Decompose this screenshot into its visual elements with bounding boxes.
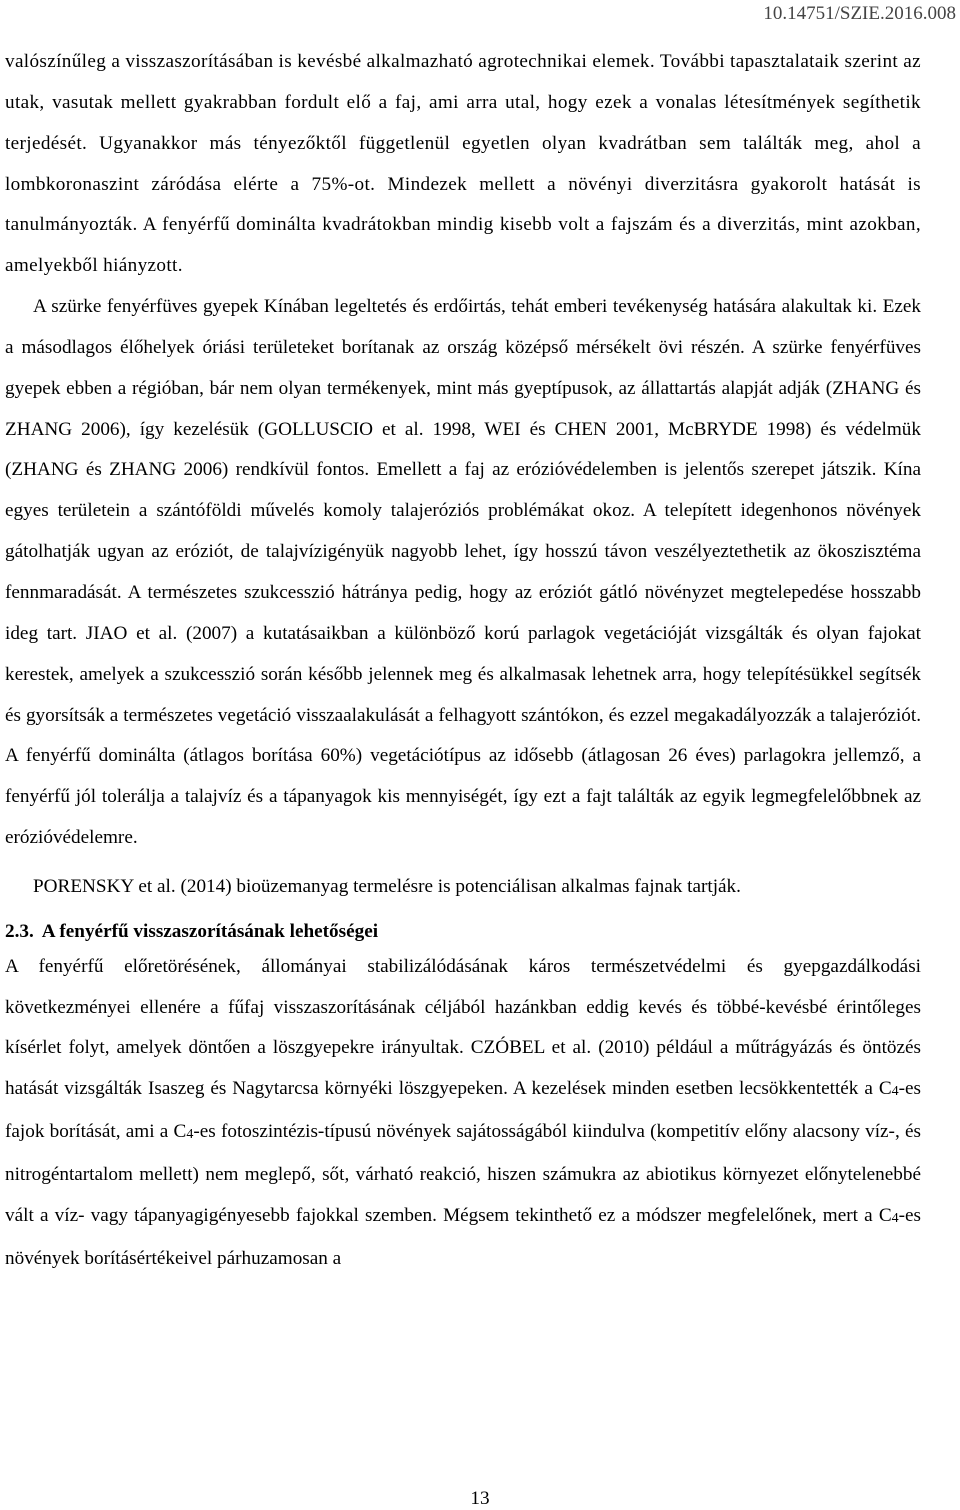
paragraph-4-text-1: A fenyérfű előretörésének, állományai stabilizálódásának káros természetvédelmi és gyepgazdálkodási következményei ellenére a fűfaj visszaszorításának céljából hazánkban eddig kevés és többé-kevésbé érintőleges kísérlet folyt, amelyek döntően a löszgyepekre irányultak. CZÓBEL et al. (2010) például a műtrágyázás és öntözés hatását vizsgálták Isaszeg és Nagytarcsa környéki löszgyepeken. A kezelések minden esetben lecsökkentették a C <box>5 955 921 1100</box>
paragraph-4-text-3: -es fotoszintézis-típusú növények sajátosságából kiindulva (kompetitív előny alacsony víz-, és nitrogéntartalom mellett) nem meglepő, sőt, várható reakció, hiszen számukra az abiotikus környezet előnytelenebbé vált a víz- vagy tápanyagigényesebb fajokkal szemben. Mégsem tekinthető ez a módszer megfelelőnek, mert a C <box>5 1121 921 1226</box>
paragraph-1: valószínűleg a visszaszorításában is kevésbé alkalmazható agrotechnikai elemek. További tapasztalataik szerint az utak, vasutak mellett gyakrabban fordult elő a faj, ami arra utal, hogy ezek a vonalas létesítmények segíthetik terjedését. Ugyanakkor más tényezőktől függetlenül egyetlen olyan kvadrátban sem találták meg, ahol a lombkoronaszint záródása elérte a 75%-ot. Mindezek mellett a növényi diverzitásra gyakorolt hatását is tanulmányozták. A fenyérfű dominálta kvadrátokban mindig kisebb volt a fajszám és a diverzitás, mint azokban, amelyekből hiányzott. <box>5 51 921 277</box>
paragraph-4 <box>5 947 921 1280</box>
paragraph-4-text-4: -es növények borításértékeivel párhuzamosan a <box>5 1204 921 1269</box>
section-title: A fenyérfű visszaszorításának lehetőségei <box>41 920 379 942</box>
section-heading <box>5 916 921 947</box>
paragraph-4-text-2: -es fajok borítását, ami a C <box>5 1078 921 1143</box>
subscript-4: 4 <box>186 1127 194 1143</box>
page-number: 13 <box>470 1488 490 1509</box>
section-number: 2.3. <box>5 920 34 942</box>
paragraph-3: PORENSKY et al. (2014) bioüzemanyag termelésre is potenciálisan alkalmas fajnak tartják. <box>33 875 741 897</box>
document-body <box>5 42 921 1279</box>
subscript-4: 4 <box>891 1210 899 1226</box>
subscript-4: 4 <box>891 1084 899 1100</box>
paragraph-2: A szürke fenyérfüves gyepek Kínában legeltetés és erdőirtás, tehát emberi tevékenység hatására alakultak ki. Ezek a másodlagos élőhelyek óriási területeket borítanak az ország középső mérsékelt övi részén. A szürke fenyérfüves gyepek ebben a régióban, bár nem olyan termékenyek, mint más gyeptípusok, az állattartás alapját adják (ZHANG és ZHANG 2006), így kezelésük (GOLLUSCIO et al. 1998, WEI és CHEN 2001, McBRYDE 1998) és védelmük (ZHANG és ZHANG 2006) rendkívül fontos. Emellett a faj az erózióvédelemben is jelentős szerepet játszik. Kína egyes területein a szántóföldi művelés komoly talajeróziós problémákat okoz. A telepített idegenhonos növények gátolhatják ugyan az eróziót, de talajvízigényük nagyobb lehet, így hosszú távon veszélyeztethetik az ökoszisztéma fennmaradását. A természetes szukcesszió hátránya pedig, hogy az eróziót gátló növényzet megtelepedése hosszabb ideg tart. JIAO et al. (2007) a kutatásaikban a különböző korú parlagok vegetációját vizsgálták és olyan fajokat kerestek, amelyek a szukcesszió során később jelennek meg és alkalmasak lehetnek arra, hogy telepítésükkel segítsék és gyorsítsák a természetes vegetáció visszaalakulását a felhagyott szántókon, és ezzel megakadályozzák a talajeróziót. A fenyérfű dominálta (átlagos borítása 60%) vegetációtípus az idősebb (átlagosan 26 éves) parlagokra jellemző, a fenyérfű jól tolerálja a talajvíz és a tápanyagok kis mennyiségét, így ezt a fajt találták az egyik legmegfelelőbbnek az erózióvédelemre. <box>5 296 921 849</box>
doi-header: 10.14751/SZIE.2016.008 <box>763 3 956 24</box>
